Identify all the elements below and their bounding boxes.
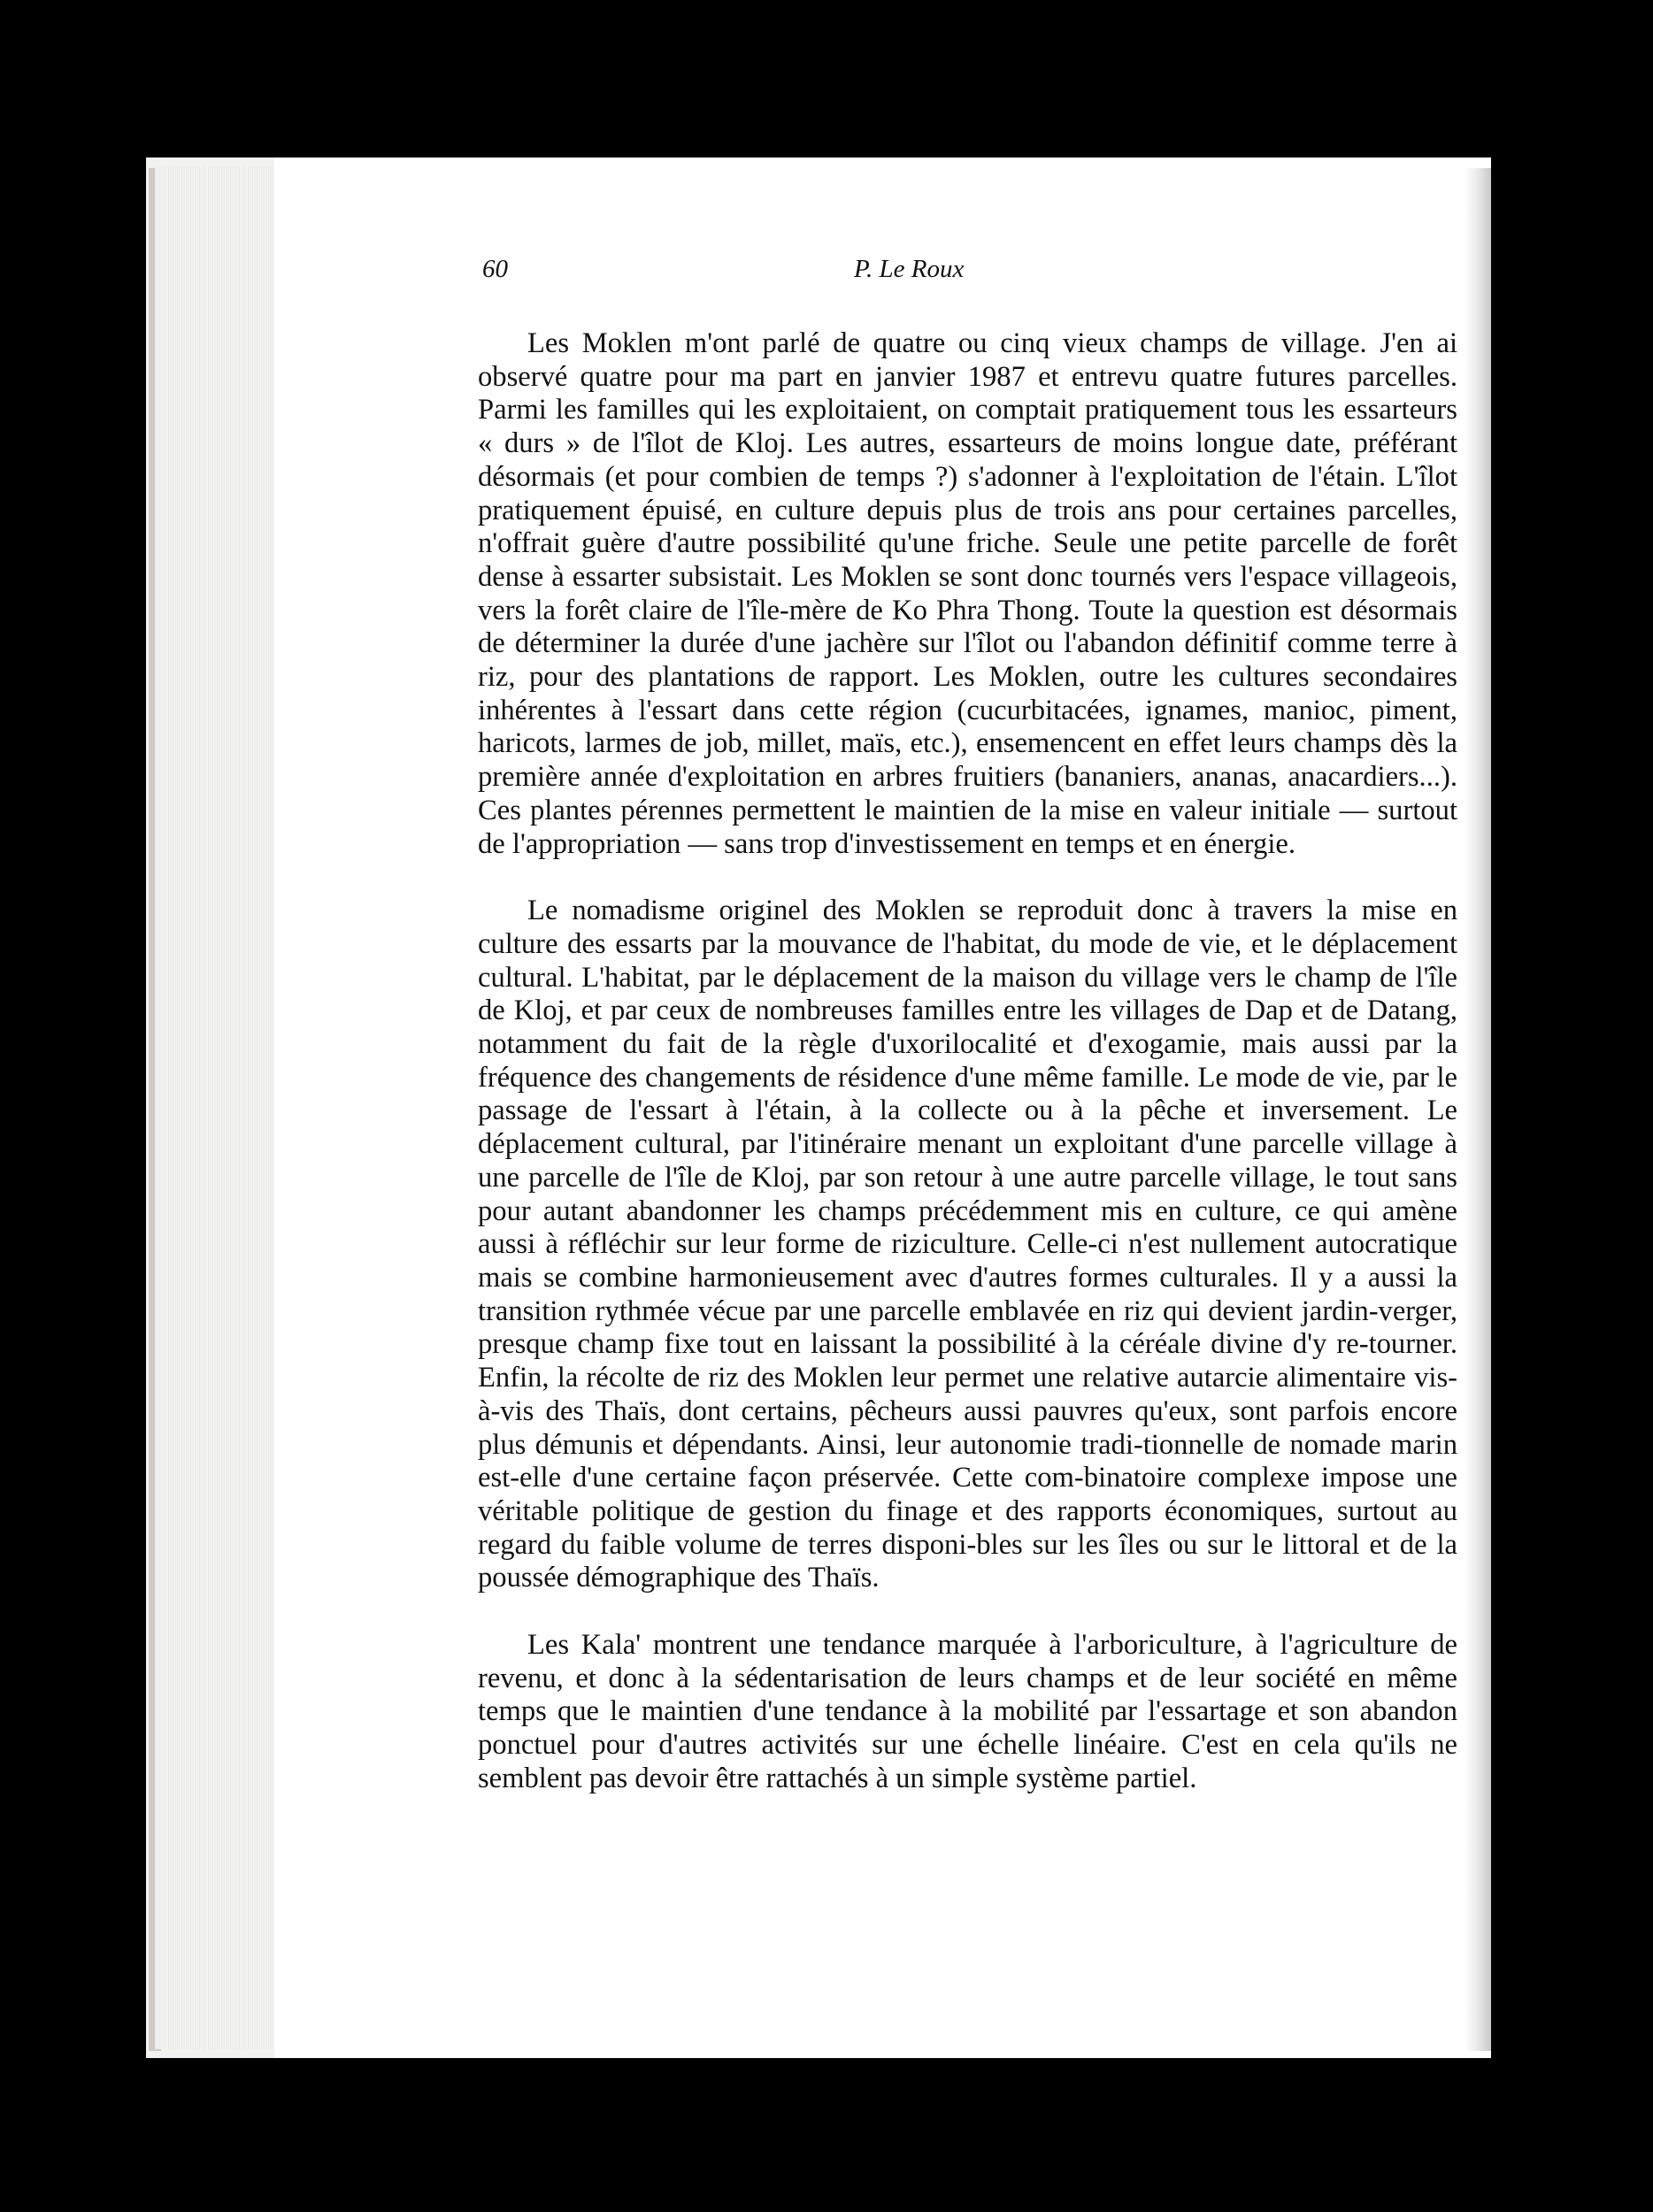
running-head bbox=[482, 255, 1456, 294]
page-number: 60 bbox=[482, 255, 508, 283]
paragraph-3: Les Kala' montrent une tendance marquée à l'arboriculture, à l'agriculture de revenu, et donc à la sédentarisation de leurs champs et de leur société en même temps que le maintien d'une tendance à la mobilité par l'essartage et son abandon ponctuel pour d'autres activités sur une échelle linéaire. C'est en cela qu'ils ne semblent pas devoir être rattachés à un simple système partiel. bbox=[478, 1629, 1457, 1794]
paragraph-2: Le nomadisme originel des Moklen se reproduit donc à travers la mise en culture des essarts par la mouvance de l'habitat, du mode de vie, et le déplacement cultural. L'habitat, par le déplacement de la maison du village vers le champ de l'île de Kloj, et par ceux de nombreuses familles entre les villages de Dap et de Datang, notamment du fait de la règle d'uxorilocalité et d'exogamie, mais aussi par la fréquence des changements de résidence d'une même famille. Le mode de vie, par le passage de l'essart à l'étain, à la collecte ou à la pêche et inversement. Le déplacement cultural, par l'itinéraire menant un exploitant d'une parcelle village à une parcelle de l'île de Kloj, par son retour à une autre parcelle village, le tout sans pour autant abandonner les champs précédemment mis en culture, ce qui amène aussi à réfléchir sur leur forme de riziculture. Celle-ci n'est nullement autocratique mais se combine harmonieusement avec d'autres formes culturales. Il y a aussi la transition rythmée vécue par une parcelle emblavée en riz qui devient jardin-verger, presque champ fixe tout en laissant la possibilité à la céréale divine d'y re-tourner. Enfin, la récolte de riz des Moklen leur permet une relative autarcie alimentaire vis-à-vis des Thaïs, dont certains, pêcheurs aussi pauvres qu'eux, sont parfois encore plus démunis et dépendants. Ainsi, leur autonomie tradi-tionnelle de nomade marin est-elle d'une certaine façon préservée. Cette com-binatoire complexe impose une véritable politique de gestion du finage et des rapports économiques, surtout au regard du faible volume de terres disponi-bles sur les îles ou sur le littoral et de la poussée démographique des Thaïs. bbox=[478, 895, 1457, 1594]
page-right-edge bbox=[1465, 168, 1491, 2051]
paragraph-1: Les Moklen m'ont parlé de quatre ou cinq vieux champs de village. J'en ai observé quatre pour ma part en janvier 1987 et entrevu quatre futures parcelles. Parmi les familles qui les exploitaient, on comptait pratiquement tous les essarteurs « durs » de l'îlot de Kloj. Les autres, essarteurs de moins longue date, préférant désormais (et pour combien de temps ?) s'adonner à l'exploitation de l'étain. L'îlot pratiquement épuisé, en culture depuis plus de trois ans pour certaines parcelles, n'offrait guère d'autre possibilité qu'une friche. Seule une petite parcelle de forêt dense à essarter subsistait. Les Moklen se sont donc tournés vers l'espace villageois, vers la forêt claire de l'île-mère de Ko Phra Thong. Toute la question est désormais de déterminer la durée d'une jachère sur l'îlot ou l'abandon définitif comme terre à riz, pour des plantations de rapport. Les Moklen, outre les cultures secondaires inhérentes à l'essart dans cette région (cucurbitacées, ignames, manioc, piment, haricots, larmes de job, millet, maïs, etc.), ensemencent en effet leurs champs dès la première année d'exploitation en arbres fruitiers (bananiers, ananas, anacardiers...). Ces plantes pérennes permettent le maintien de la mise en valeur initiale — surtout de l'appropriation — sans trop d'investissement en temps et en énergie. bbox=[478, 327, 1457, 860]
running-head-author: P. Le Roux bbox=[854, 255, 965, 283]
page-stack bbox=[155, 166, 288, 2049]
body-text bbox=[478, 327, 1457, 1796]
